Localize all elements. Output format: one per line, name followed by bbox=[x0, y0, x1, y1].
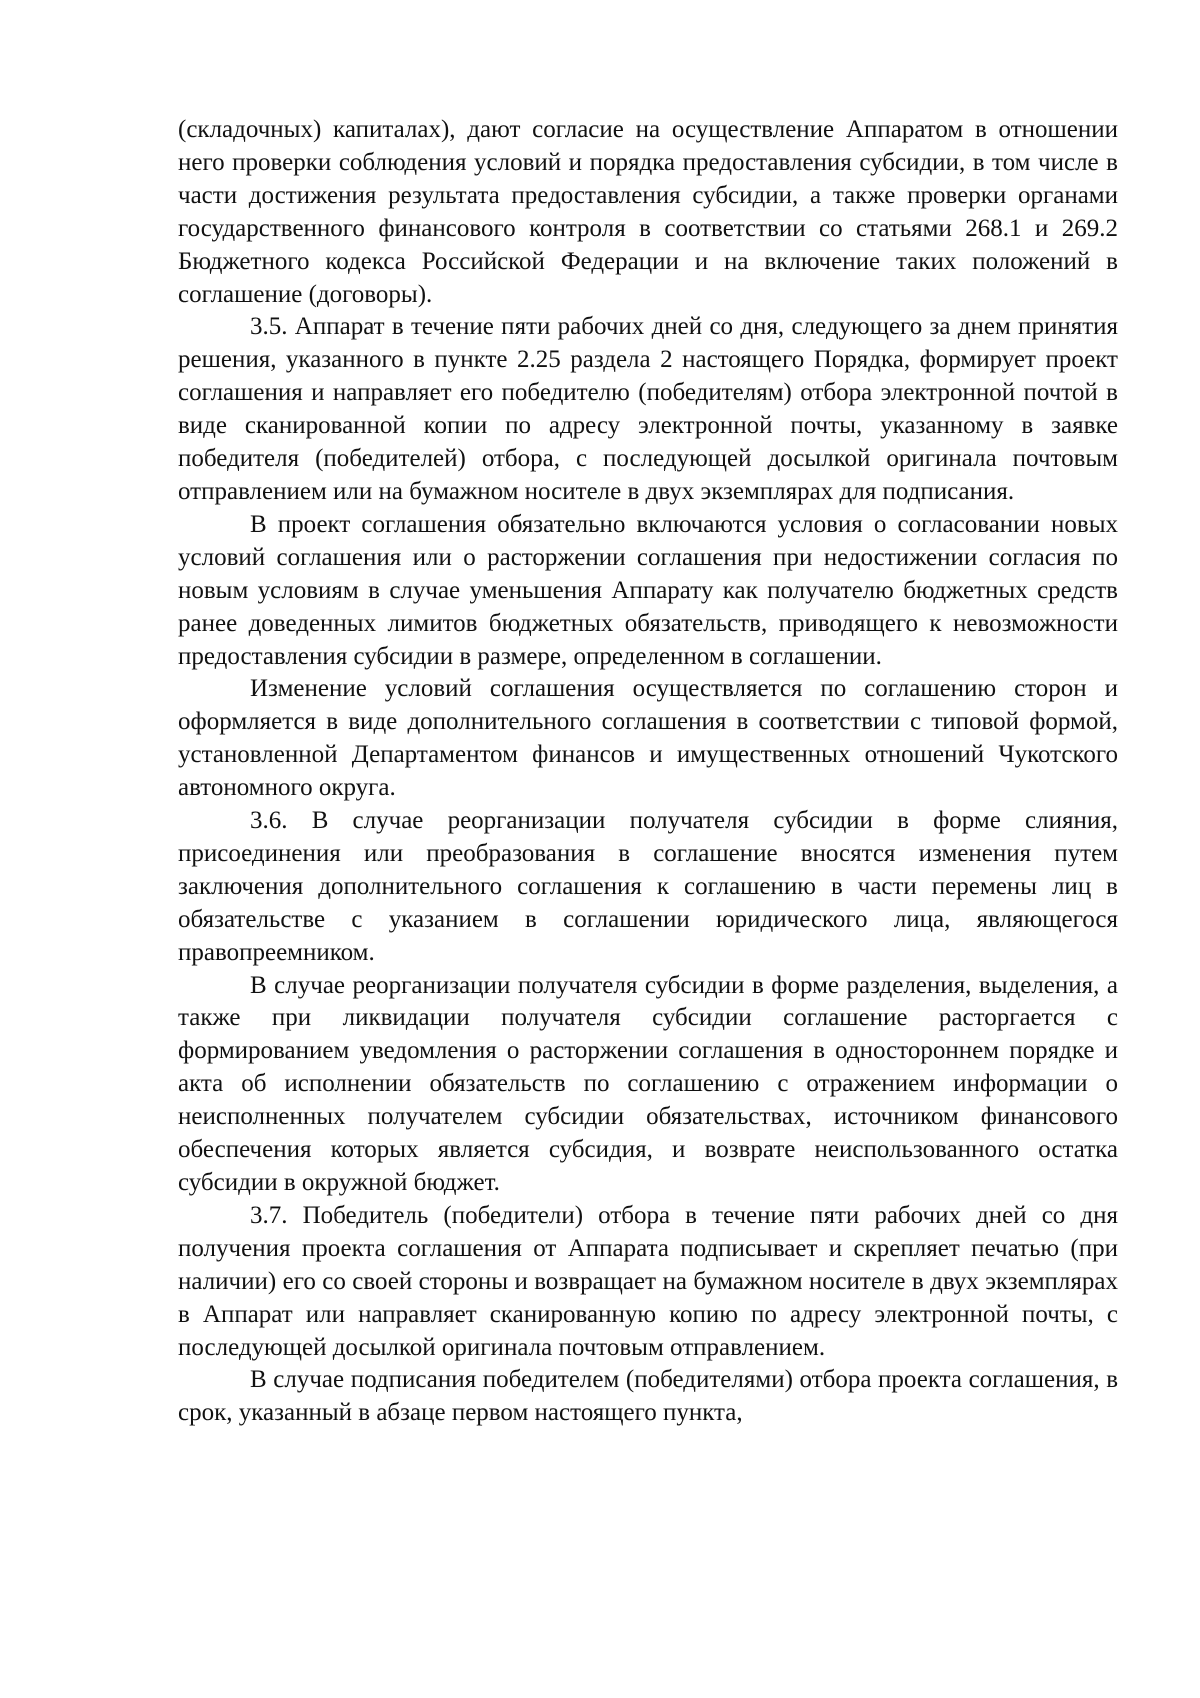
paragraph-3-5: 3.5. Аппарат в течение пяти рабочих дней со дня, следующего за днем принятия решения, указанного в пункте 2.25 раздела 2 настоящего Порядка, формирует проект соглашения и направляет его победителю (победителям) отбора электронной почтой в виде сканированной копии по адресу электронной почты, указанному в заявке победителя (победителей) отбора, с последующей досылкой оригинала почтовым отправлением или на бумажном носителе в двух экземплярах для подписания. bbox=[178, 313, 1118, 505]
paragraph-3-5-agreement-changes: Изменение условий соглашения осуществляется по соглашению сторон и оформляется в виде дополнительного соглашения в соответствии с типовой формой, установленной Департаментом финансов и имущественных отношений Чукотского автономного округа. bbox=[178, 675, 1118, 802]
paragraph-3-7: 3.7. Победитель (победители) отбора в течение пяти рабочих дней со дня получения проекта соглашения от Аппарата подписывает и скрепляет печатью (при наличии) его со своей стороны и возвращает на бумажном носителе в двух экземплярах в Аппарат или направляет сканированную копию по адресу электронной почты, с последующей досылкой оригинала почтовым отправлением. bbox=[178, 1201, 1118, 1361]
paragraph-continuation: (складочных) капиталах), дают согласие на осуществление Аппаратом в отношении него проверки соблюдения условий и порядка предоставления субсидии, в том числе в части достижения результата предоставления субсидии, а также проверки органами государственного финансового контроля в соответствии со статьями 268.1 и 269.2 Бюджетного кодекса Российской Федерации и на включение таких положений в соглашение (договоры). bbox=[178, 116, 1118, 308]
paragraph-3-6: 3.6. В случае реорганизации получателя субсидии в форме слияния, присоединения или преобразования в соглашение вносятся изменения путем заключения дополнительного соглашения к соглашению в части перемены лиц в обязательстве с указанием в соглашении юридического лица, являющегося правопреемником. bbox=[178, 807, 1118, 966]
paragraph-3-5-agreement-conditions: В проект соглашения обязательно включаются условия о согласовании новых условий соглашения или о расторжении соглашения при недостижении согласия по новым условиям в случае уменьшения Аппарату как получателю бюджетных средств ранее доведенных лимитов бюджетных обязательств, приводящего к невозможности предоставления субсидии в размере, определенном в соглашении. bbox=[178, 510, 1118, 670]
paragraph-3-6-liquidation: В случае реорганизации получателя субсидии в форме разделения, выделения, а также при ликвидации получателя субсидии соглашение расторгается с формированием уведомления о расторжении соглашения в одностороннем порядке и акта об исполнении обязательств по соглашению с отражением информации о неисполненных получателем субсидии обязательствах, источником финансового обеспечения которых является субсидия, и возврате неиспользованного остатка субсидии в окружной бюджет. bbox=[178, 971, 1118, 1196]
document-page bbox=[178, 114, 1118, 1430]
paragraph-3-7-signing: В случае подписания победителем (победителями) отбора проекта соглашения, в срок, указанный в абзаце первом настоящего пункта, bbox=[178, 1366, 1118, 1427]
